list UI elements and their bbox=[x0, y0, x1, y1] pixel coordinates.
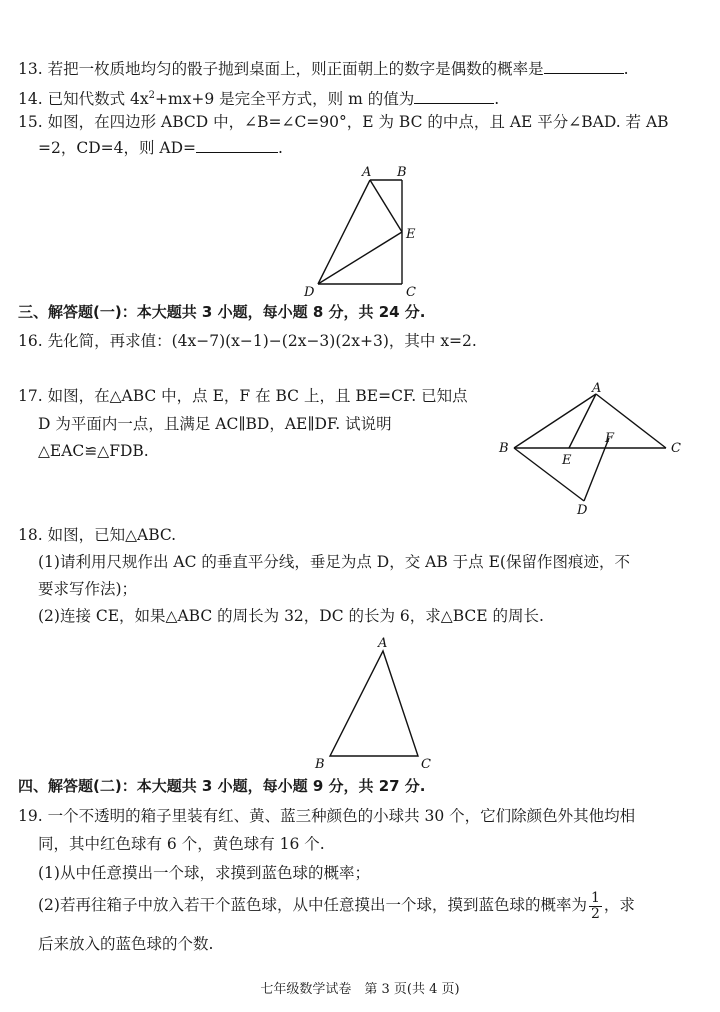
question-15-line-2-text: =2，CD=4，则 AD= bbox=[38, 139, 197, 157]
section-3-heading: 三、解答题(一)：本大题共 3 小题，每小题 8 分，共 24 分. bbox=[18, 303, 426, 321]
label-f: F bbox=[605, 431, 615, 446]
question-17-line-3: △EAC≌△FDB. bbox=[38, 442, 149, 460]
label-d: D bbox=[304, 285, 315, 300]
answer-blank-14[interactable] bbox=[414, 88, 494, 104]
question-17-line-2: D 为平面内一点，且满足 AC∥BD，AE∥DF. 试说明 bbox=[38, 415, 392, 433]
label-d: D bbox=[577, 503, 588, 518]
label-e: E bbox=[562, 453, 572, 468]
question-13-text: 13. 若把一枚质地均匀的骰子抛到桌面上，则正面朝上的数字是偶数的概率是 bbox=[18, 60, 544, 78]
segment-ae bbox=[370, 180, 402, 232]
question-16: 16. 先化简，再求值：(4x−7)(x−1)−(2x−3)(2x+3)，其中 x=2. bbox=[18, 332, 477, 350]
question-14 bbox=[18, 85, 499, 110]
question-14-post: +mx+9 是完全平方式，则 m 的值为 bbox=[154, 90, 415, 108]
page-footer: 七年级数学试卷 第 3 页(共 4 页) bbox=[260, 982, 460, 997]
question-14-pre: 14. 已知代数式 4x bbox=[18, 90, 149, 108]
question-14-end: . bbox=[494, 90, 500, 108]
question-13 bbox=[18, 58, 629, 80]
fraction-numerator: 1 bbox=[590, 889, 600, 906]
label-b: B bbox=[397, 165, 407, 180]
label-e: E bbox=[406, 227, 416, 242]
label-a: A bbox=[378, 636, 388, 651]
question-18-line-3: 要求写作法)； bbox=[38, 580, 138, 598]
figure-17-triangles bbox=[495, 380, 695, 520]
question-19-line-5: 后来放入的蓝色球的个数. bbox=[38, 935, 214, 953]
question-14-exponent: 2 bbox=[148, 90, 155, 101]
question-15-line-1: 15. 如图，在四边形 ABCD 中，∠B=∠C=90°，E 为 BC 的中点，且 AE 平分∠BAD. 若 AB bbox=[18, 113, 669, 131]
fraction-one-half bbox=[589, 891, 602, 922]
label-a: A bbox=[362, 165, 372, 180]
question-18-line-4: (2)连接 CE，如果△ABC 的周长为 32，DC 的长为 6，求△BCE 的周长. bbox=[38, 607, 544, 625]
question-15-end: . bbox=[278, 139, 283, 157]
question-19-line-4-pre: (2)若再往箱子中放入若干个蓝色球，从中任意摸出一个球，摸到蓝色球的概率为 bbox=[38, 896, 587, 914]
fraction-denominator: 2 bbox=[590, 905, 600, 922]
question-15-line-2 bbox=[38, 137, 283, 159]
question-13-end: . bbox=[623, 60, 629, 78]
segment-bd bbox=[514, 448, 584, 501]
question-19-line-4 bbox=[38, 888, 635, 922]
label-c: C bbox=[406, 285, 416, 300]
label-b: B bbox=[315, 757, 325, 770]
answer-blank-15[interactable] bbox=[196, 137, 278, 153]
label-a: A bbox=[592, 381, 602, 396]
label-b: B bbox=[499, 441, 509, 456]
figure-18-triangle bbox=[305, 630, 445, 770]
section-4-heading: 四、解答题(二)：本大题共 3 小题，每小题 9 分，共 27 分. bbox=[18, 777, 426, 795]
triangle-abc bbox=[330, 651, 418, 756]
question-19-line-3: (1)从中任意摸出一个球，求摸到蓝色球的概率； bbox=[38, 864, 370, 882]
segment-ba bbox=[514, 394, 596, 448]
question-19-line-2: 同，其中红色球有 6 个，黄色球有 16 个. bbox=[38, 835, 325, 853]
question-19-line-4-post: ，求 bbox=[603, 896, 635, 914]
question-17-line-1: 17. 如图，在△ABC 中，点 E，F 在 BC 上，且 BE=CF. 已知点 bbox=[18, 387, 468, 405]
figure-15-quadrilateral bbox=[290, 160, 430, 300]
question-19-line-1: 19. 一个不透明的箱子里装有红、黄、蓝三种颜色的小球共 30 个，它们除颜色外其他均相 bbox=[18, 807, 636, 825]
question-18-line-2: (1)请利用尺规作出 AC 的垂直平分线，垂足为点 D，交 AB 于点 E(保留作图痕迹，不 bbox=[38, 553, 630, 571]
answer-blank-13[interactable] bbox=[544, 58, 624, 74]
question-18-line-1: 18. 如图，已知△ABC. bbox=[18, 526, 177, 544]
label-c: C bbox=[671, 441, 681, 456]
label-c: C bbox=[421, 757, 431, 770]
